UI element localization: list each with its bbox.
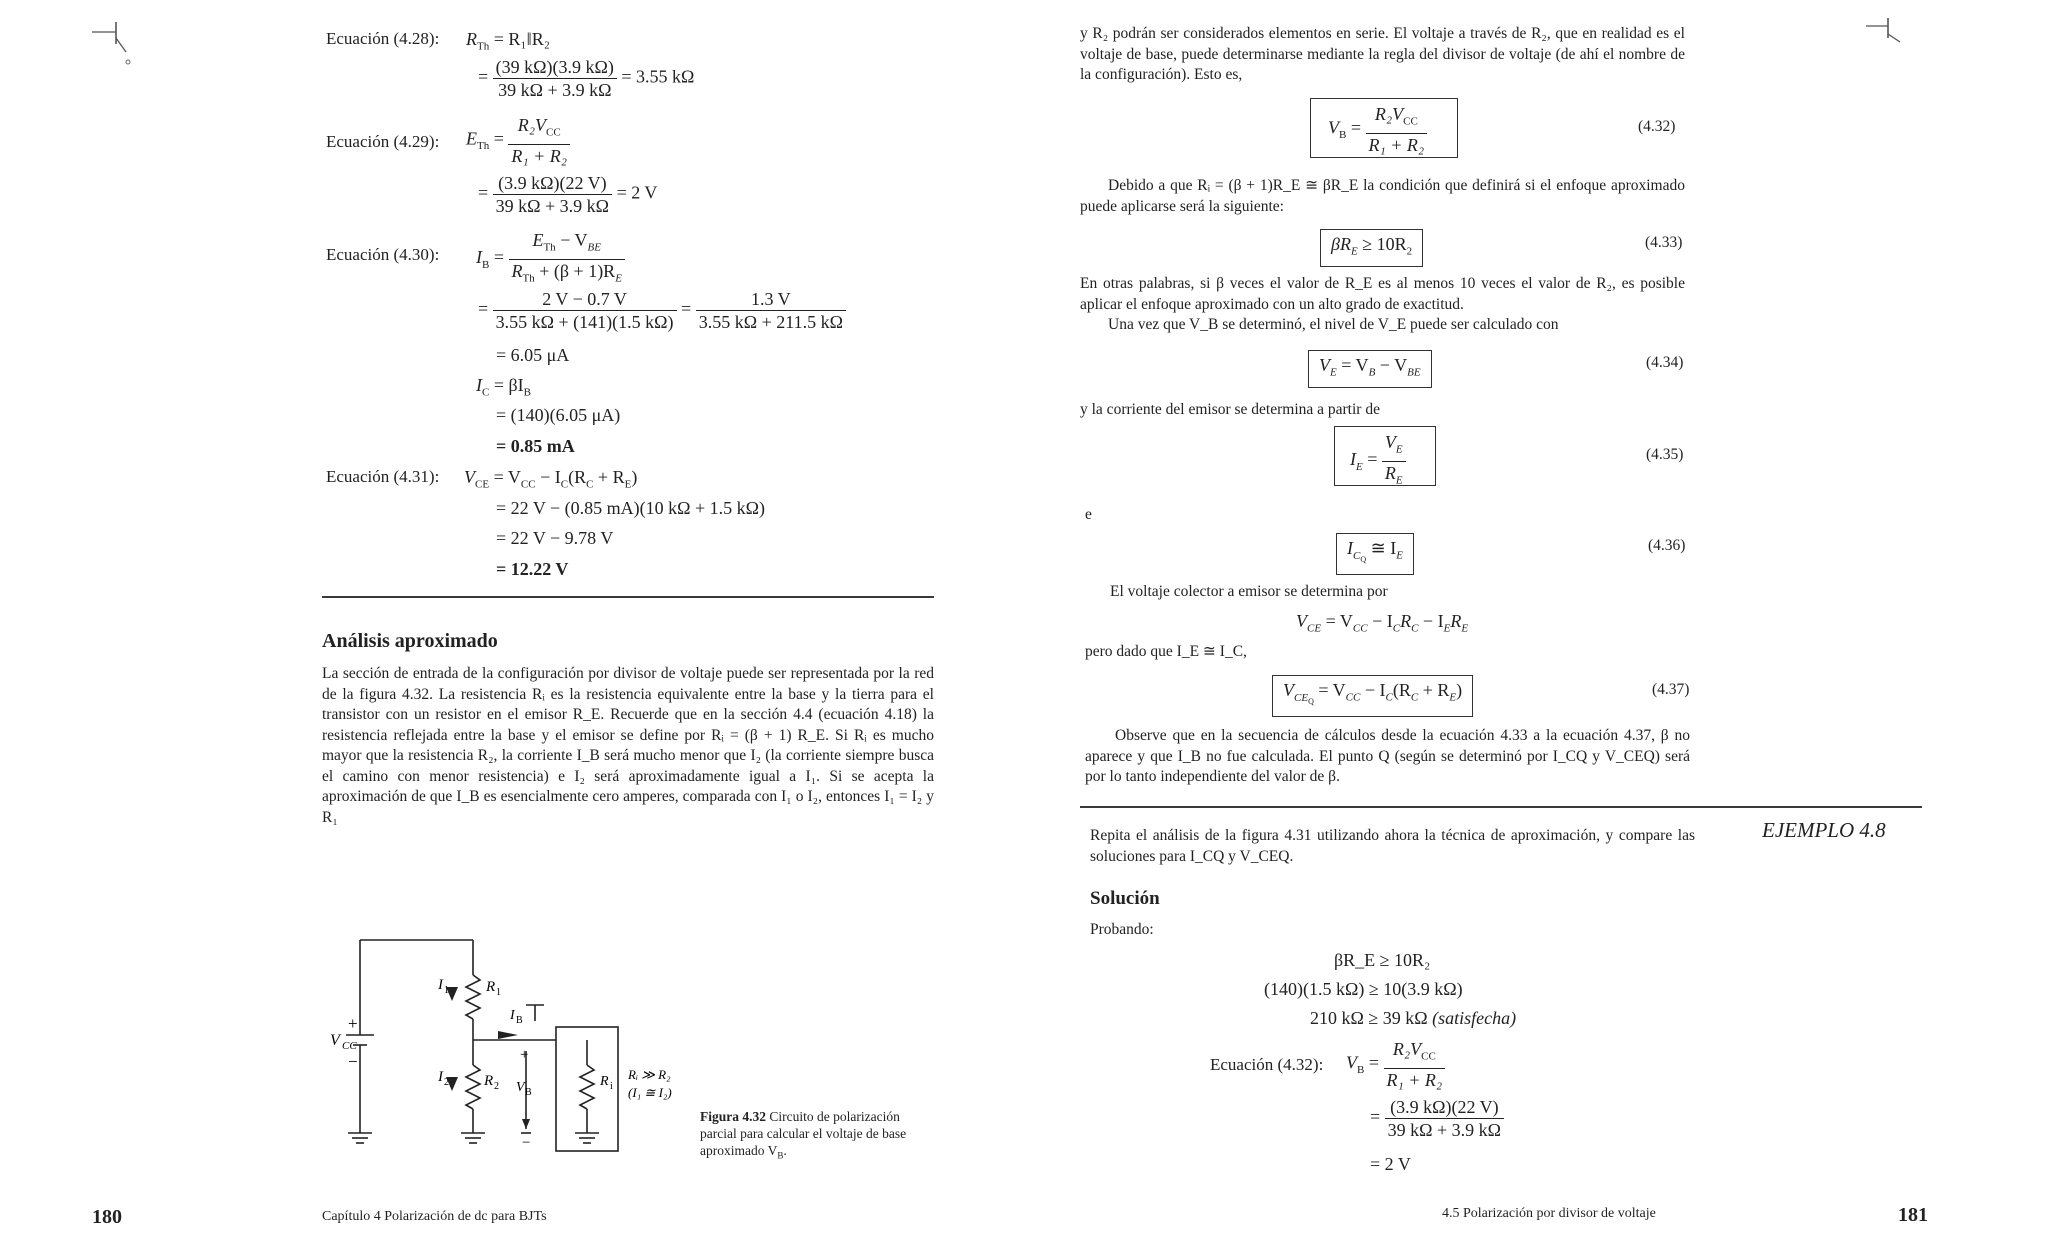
svg-text:−: − [522, 1135, 531, 1151]
svg-text:CC: CC [342, 1040, 357, 1052]
solution-eq-label: Ecuación (4.32): [1210, 1055, 1324, 1074]
eq-4-37: $V_{CE_Q} = V_{CC} - I_C(R_C + R_E)$ [1272, 675, 1473, 717]
eq-4-35: $I_E$ = $\frac{V_E}{R_E}$ [1350, 431, 1406, 491]
svg-text:+: + [348, 1014, 358, 1033]
right-paragraph-5: y la corriente del emisor se determina a partir de [1080, 401, 1380, 418]
ib-arrow-icon [498, 1031, 518, 1039]
eq-4-35-tag: (4.35) [1646, 446, 1684, 463]
eq-4-30-numeric: = $\frac{2 V - 0.7 V}{3.55 k\Omega + (141)(1.5 k\Omega)}$ = $\frac{1.3 V}{3.55 k\Omega + 211.5 k\Omega}$ [478, 288, 846, 333]
ic-numeric: = (140)(6.05 μA) [496, 405, 621, 425]
eq-4-29-def: $E_{Th}$ = $\frac{R_2V_{CC}}{\text{R₁ + R₂}}$ [466, 114, 570, 167]
example-4-8-statement: Repita el análisis de la figura 4.31 utilizando ahora la técnica de aproximación, y compare las soluciones para I_CQ y V_CEQ. [1090, 827, 1695, 865]
eq-4-32: $V_B$ = $\frac{R_2V_{CC}}{\text{R₁ + R₂}}$ [1328, 103, 1427, 156]
vce-general: $V_{CE} = V_{CC} - I_CR_C - I_ER_E$ [1296, 611, 1469, 635]
eq-4-31-def: $V_{CE} = V_{CC} - I_C(R_C + R_E)$ [464, 467, 638, 491]
figure-4-32-circuit [318, 935, 698, 1160]
eq-4-28-lhs: $R_{Th}$ = R₁‖R₂ [466, 29, 551, 53]
ic-result: = 0.85 mA [496, 436, 575, 456]
eq-4-29-fraction: = $\frac{(3.9 k\Omega)(22 V)}{39 k\Omega + 3.9 k\Omega}$ = 2 V [478, 173, 658, 216]
svg-text:−: − [348, 1052, 358, 1071]
eq-4-36: $I_{C_Q}$ ≅ $I_E$ [1336, 533, 1414, 575]
eq-4-28-fraction: = $\frac{(39 k\Omega)(3.9 k\Omega)}{39 k\Omega + 3.9 k\Omega}$ = 3.55 kΩ [478, 57, 695, 100]
eq-4-34-tag: (4.34) [1646, 354, 1684, 371]
svg-text:R: R [600, 1074, 609, 1089]
svg-text:i: i [610, 1081, 613, 1092]
figure-4-32-caption: Figura 4.32 Circuito de polarización parcial para calcular el voltaje de base aproximado $V_B$. [700, 1109, 907, 1161]
section-divider [322, 596, 934, 598]
solution-vb-def: $V_B$ = $\frac{R_2V_{CC}}{\text{R₁ + R₂}}$ [1346, 1038, 1445, 1091]
eq-4-28-label: Ecuación (4.28): [326, 29, 440, 48]
transistor-mark-icon [1862, 16, 1912, 56]
section-title: Análisis aproximado [322, 630, 498, 652]
example-4-8-label: EJEMPLO 4.8 [1762, 818, 1886, 842]
eq-4-33: $\beta R_E \ge 10R_2$ [1320, 229, 1423, 267]
eq-4-31-numeric: = 22 V − (0.85 mA)(10 kΩ + 1.5 kΩ) [496, 498, 766, 518]
right-paragraph-1: y R₂ podrán ser considerados elementos en serie. El voltaje a través de R₂, que en realidad es el voltaje de base, puede determinarse mediante la regla del divisor de voltaje (de ahí el nombre de la configuración). Esto es, [1080, 25, 1685, 83]
svg-text:1: 1 [444, 985, 449, 996]
running-head-left: Capítulo 4 Polarización de dc para BJTs [322, 1209, 547, 1224]
ib-result: = 6.05 μA [496, 345, 570, 365]
right-paragraph-4: Una vez que V_B se determinó, el nivel de V_E puede ser calculado con [1108, 316, 1559, 333]
solution-line-3: 210 kΩ ≥ 39 kΩ (satisfecha) [1310, 1008, 1517, 1028]
svg-text:R: R [484, 1073, 494, 1089]
svg-text:I: I [438, 1069, 443, 1085]
eq-4-36-tag: (4.36) [1648, 537, 1686, 554]
solution-line-1: βR_E ≥ 10R₂ [1334, 950, 1431, 970]
eq-4-31-label: Ecuación (4.31): [326, 467, 440, 486]
right-paragraph-2: Debido a que Rᵢ = (β + 1)R_E ≅ βR_E la condición que definirá si el enfoque aproximado puede aplicarse será la siguiente: [1080, 177, 1685, 215]
eq-4-30-label: Ecuación (4.30): [326, 245, 440, 264]
eq-4-31-step: = 22 V − 9.78 V [496, 528, 614, 548]
svg-text:(I₁ ≅ I₂): (I₁ ≅ I₂) [628, 1085, 672, 1100]
svg-text:V: V [330, 1032, 340, 1049]
page-number-left: 180 [92, 1206, 122, 1228]
ic-def: $I_C = \beta I_B$ [476, 375, 531, 399]
right-paragraph-3: En otras palabras, si β veces el valor de R_E es al menos 10 veces el valor de R₂, es posible aplicar el enfoque aproximado con un alto grado de exactitud. [1080, 275, 1685, 313]
intro-paragraph: La sección de entrada de la configuración por divisor de voltaje puede ser representada por la red de la figura 4.32. La resistencia Rᵢ es la resistencia equivalente entre la base y la tierra para el transistor con un resistor en el emisor R_E. Recuerde que en la sección 4.4 (ecuación 4.18) la resistencia reflejada entre la base y el emisor se define por Rᵢ = (β + 1) R_E. Si Rᵢ es mucho mayor que la resistencia R₂, la corriente I_B será mucho menor que I₂ (la corriente siempre busca el camino con menor resistencia) e I₂ será aproximadamente igual a I₁. Si se acepta la aproximación de que I_B es esencialmente cero amperes, comparada con I₁ o I₂, entonces I₁ = I₂ y R₁ [322, 665, 934, 826]
transistor-mark-icon [90, 20, 140, 70]
page-number-right: 181 [1898, 1204, 1928, 1226]
eq-4-31-result: = 12.22 V [496, 559, 569, 579]
eq-4-37-tag: (4.37) [1652, 681, 1690, 698]
svg-text:I: I [438, 977, 443, 993]
right-paragraph-6: e [1085, 506, 1092, 523]
eq-4-33-tag: (4.33) [1645, 234, 1683, 251]
solution-line-2: (140)(1.5 kΩ) ≥ 10(3.9 kΩ) [1264, 979, 1463, 999]
svg-text:2: 2 [494, 1081, 499, 1092]
svg-text:I: I [510, 1008, 515, 1023]
example-divider [1080, 806, 1922, 808]
solution-vb-numeric: = $\frac{(3.9 k\Omega)(22 V)}{39 k\Omega + 3.9 k\Omega}$ [1370, 1096, 1504, 1141]
eq-4-34: $V_E = V_B - V_{BE}$ [1308, 350, 1432, 388]
solution-vb-result: = 2 V [1370, 1154, 1411, 1174]
probando-label: Probando: [1090, 921, 1154, 938]
svg-text:B: B [525, 1087, 532, 1098]
svg-text:R: R [486, 979, 496, 995]
svg-text:B: B [516, 1015, 523, 1026]
svg-text:1: 1 [496, 987, 501, 998]
svg-text:V: V [516, 1080, 525, 1095]
right-paragraph-9: Observe que en la secuencia de cálculos desde la ecuación 4.33 a la ecuación 4.37, β no aparece y que I_B no fue calculada. El punto Q (según se determinó por I_CQ y V_CEQ) será por lo tanto independiente del valor de β. [1085, 727, 1690, 785]
running-head-right: 4.5 Polarización por divisor de voltaje [1442, 1206, 1656, 1221]
svg-text:2: 2 [444, 1077, 449, 1088]
eq-4-30-def: $I_B$ = $\frac{E_{Th} - V_{BE}}{R_{Th} + (\beta + 1)R_E}$ [476, 229, 625, 289]
eq-4-32-tag: (4.32) [1638, 118, 1676, 135]
eq-4-29-label: Ecuación (4.29): [326, 132, 440, 151]
right-paragraph-7: El voltaje colector a emisor se determina por [1110, 583, 1388, 600]
svg-text:+: + [520, 1047, 529, 1063]
right-paragraph-8: pero dado que I_E ≅ I_C, [1085, 643, 1247, 660]
solution-title: Solución [1090, 888, 1160, 909]
svg-text:Rᵢ ≫ R₂: Rᵢ ≫ R₂ [628, 1067, 671, 1082]
